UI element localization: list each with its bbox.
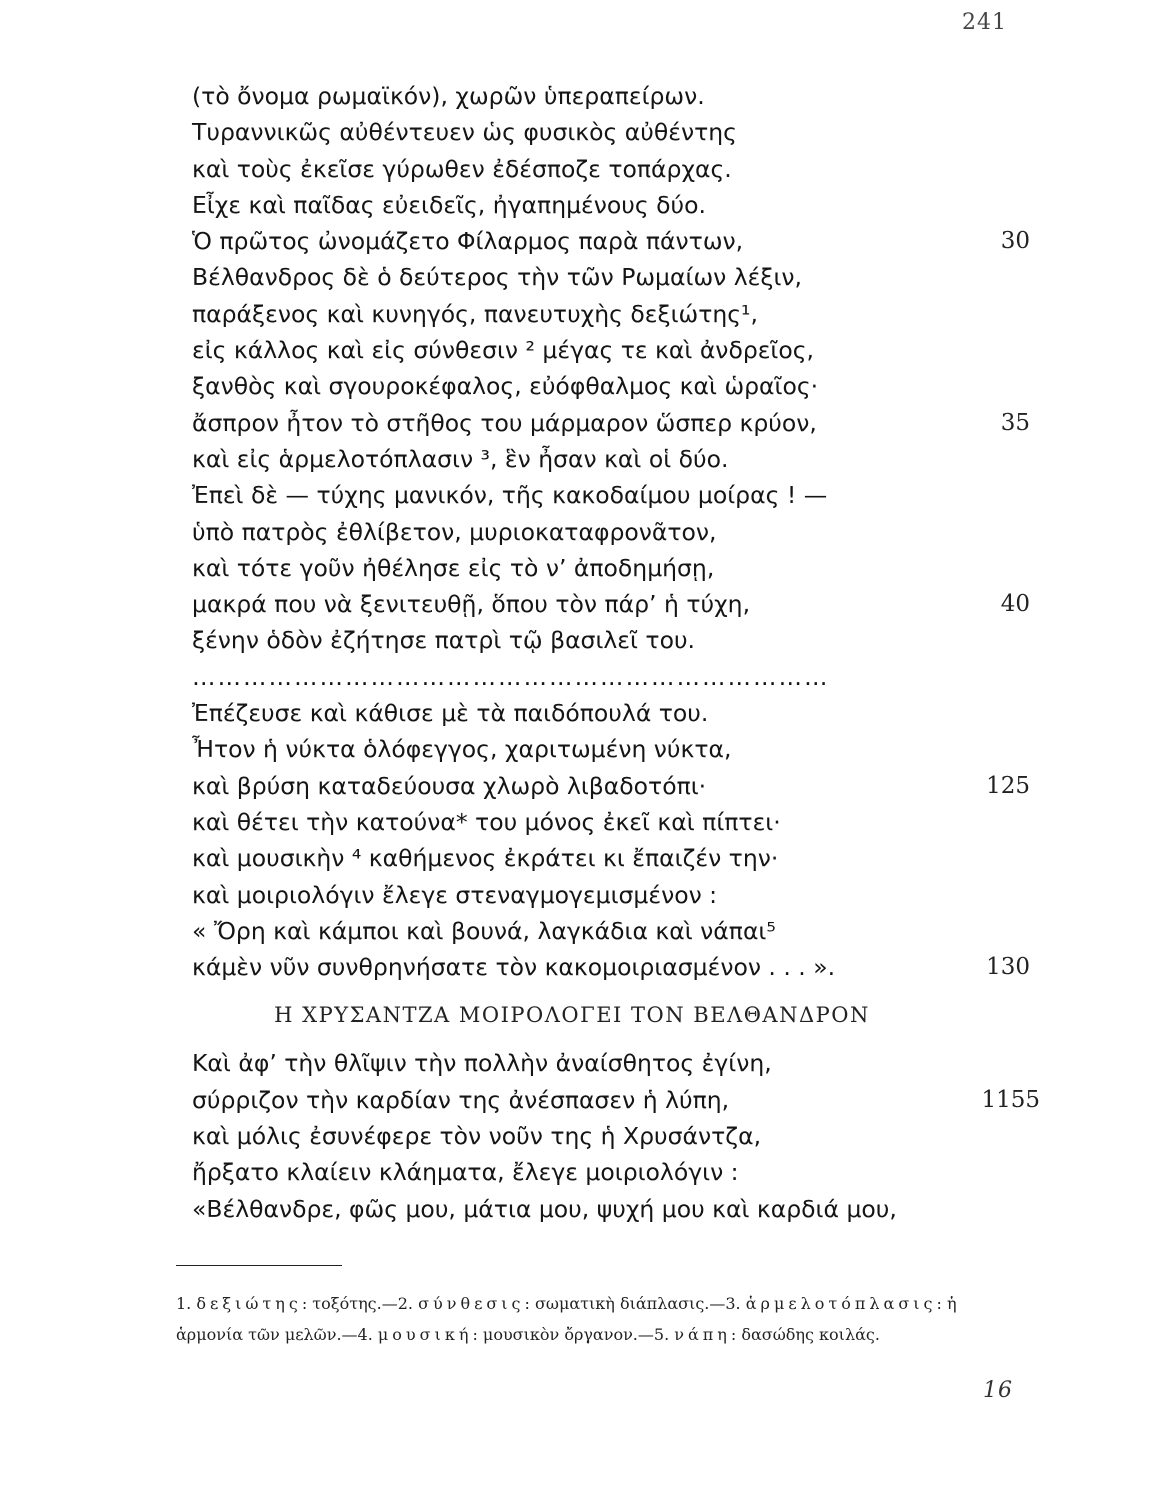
verse-text: ξανθὸς καὶ σγουροκέφαλος, εὐόφθαλμος καὶ ὡραῖος·	[192, 372, 819, 401]
verse-text: « Ὄρη καὶ κάμποι καὶ βουνά, λαγκάδια καὶ νάπαι⁵	[192, 916, 776, 945]
verse-text: Ἐπέζευσε καὶ κάθισε μὲ τὰ παιδόπουλά του.	[192, 699, 709, 728]
poem-line	[192, 78, 1012, 114]
verse-text: ξένην ὁδὸν ἐζήτησε πατρὶ τῷ βασιλεῖ του.	[192, 626, 696, 655]
poem-line	[192, 550, 1012, 586]
verse-text: Ἐπεὶ δὲ — τύχης μανικόν, τῆς κακοδαίμου μοίρας ! —	[192, 481, 828, 510]
poem-line	[192, 332, 1012, 368]
verse-text: ἤρξατο κλαίειν κλάηματα, ἔλεγε μοιριολόγιν :	[192, 1158, 739, 1187]
verse-text: καὶ μόλις ἐσυνέφερε τὸν νοῦν της ἡ Χρυσάντζα,	[192, 1122, 762, 1151]
verse-text: μακρά που νὰ ξενιτευθῇ, ὅπου τὸν πάρ’ ἡ τύχη,	[192, 590, 751, 619]
poem-line	[192, 514, 1012, 550]
poem-line	[192, 368, 1012, 404]
footnote-rule	[176, 1265, 342, 1266]
poem-line	[192, 441, 1012, 477]
verse-text: Εἶχε καὶ παῖδας εὐειδεῖς, ἠγαπημένους δύο.	[192, 190, 706, 219]
verse-text: εἰς κάλλος καὶ εἰς σύνθεσιν ² μέγας τε καὶ ἀνδρεῖος,	[192, 336, 815, 365]
ellipsis-row: …………………………………………………………………	[192, 662, 830, 691]
verse-text: καὶ τότε γοῦν ἠθέλησε εἰς τὸ ν’ ἀποδημήσῃ,	[192, 553, 715, 582]
poem-line	[192, 1082, 1040, 1118]
poem-line	[192, 1118, 1012, 1154]
footnote-1: 1. δεξιώτης: τοξότης.—	[176, 1294, 398, 1313]
verse-text: καὶ βρύση καταδεύουσα χλωρὸ λιβαδοτόπι·	[192, 771, 707, 800]
poem-stanza-1	[192, 78, 1030, 659]
verse-text: καὶ μοιριολόγιν ἔλεγε στεναγμογεμισμένον :	[192, 880, 718, 909]
poem-line	[192, 586, 1030, 622]
poem-line	[192, 223, 1030, 259]
verse-text: καὶ τοὺς ἐκεῖσε γύρωθεν ἐδέσποζε τοπάρχας.	[192, 154, 732, 183]
line-number: 1155	[981, 1086, 1040, 1113]
poem-line	[192, 913, 1012, 949]
poem-line	[192, 695, 1012, 731]
line-number: 35	[1000, 409, 1030, 436]
poem-line	[192, 768, 1030, 804]
poem-line	[192, 296, 1012, 332]
poem-stanza-2	[192, 695, 1030, 985]
verse-text: κάμὲν νῦν συνθρηνήσατε τὸν κακομοιριασμένον . . . ».	[192, 953, 836, 982]
poem-line	[192, 622, 1012, 658]
poem-line	[192, 114, 1012, 150]
footnote-2: 2. σύνθεσις: σωματικὴ διάπλασις.—	[397, 1294, 726, 1313]
line-number: 130	[986, 954, 1030, 981]
verse-text: (τὸ ὄνομα ρωμαϊκόν), χωρῶν ὑπεραπείρων.	[192, 82, 705, 110]
verse-text: Τυραννικῶς αὐθέντευεν ὡς φυσικὸς αὐθέντης	[192, 118, 737, 147]
verse-text: ὑπὸ πατρὸς ἐθλίβετον, μυριοκαταφρονᾶτον,	[192, 517, 717, 546]
poem-line	[192, 804, 1012, 840]
footnotes	[176, 1288, 1016, 1350]
verse-text: καὶ εἰς ἁρμελοτόπλασιν ³, ἓν ἦσαν καὶ οἱ δύο.	[192, 444, 729, 473]
footnote-5: 5. νάπη: δασώδης κοιλάς.	[653, 1325, 880, 1344]
footnote-3: 3. ἁρμελοτόπλασις: ἡ ἁρμονία τῶν μελῶν.—	[176, 1294, 957, 1344]
verse-text: σύρριζον τὴν καρδίαν της ἀνέσπασεν ἡ λύπη,	[192, 1085, 730, 1114]
poem-line	[192, 187, 1012, 223]
poem-line	[192, 405, 1030, 441]
verse-text: παράξενος καὶ κυνηγός, πανευτυχὴς δεξιώτης¹,	[192, 299, 758, 328]
poem-line	[192, 877, 1012, 913]
poem-stanza-3	[192, 1045, 1040, 1226]
poem-line	[192, 1045, 1012, 1081]
footnote-4: 4. μουσική: μουσικὸν ὄργανον.—	[357, 1325, 654, 1344]
verse-text: Ἦτον ἡ νύκτα ὁλόφεγγος, χαριτωμένη νύκτα,	[192, 735, 732, 764]
poem-line	[192, 1154, 1012, 1190]
verse-text: Ὁ πρῶτος ὠνομάζετο Φίλαρμος παρὰ πάντων,	[192, 227, 744, 256]
poem-line	[192, 731, 1012, 767]
poem-line	[192, 1191, 1012, 1227]
verse-text: «Βέλθανδρε, φῶς μου, μάτια μου, ψυχή μου καὶ καρδιά μου,	[192, 1194, 897, 1223]
poem-text	[192, 78, 1040, 1227]
verse-text: καὶ μουσικὴν ⁴ καθήμενος ἐκράτει κι ἔπαιζέν την·	[192, 844, 779, 873]
verse-text: Βέλθανδρος δὲ ὁ δεύτερος τὴν τῶν Ρωμαίων λέξιν,	[192, 263, 802, 292]
poem-line	[192, 840, 1012, 876]
line-number: 40	[1000, 591, 1030, 618]
verse-text: καὶ θέτει τὴν κατούνα* του μόνος ἐκεῖ καὶ πίπτει·	[192, 807, 781, 836]
line-number: 125	[986, 772, 1030, 799]
poem-line	[192, 477, 1012, 513]
verse-text: Καὶ ἀφ’ τὴν θλῖψιν τὴν πολλὴν ἀναίσθητος ἐγίνη,	[192, 1049, 772, 1078]
poem-line	[192, 949, 1030, 985]
verse-text: ἄσπρον ἦτον τὸ στῆθος του μάρμαρον ὥσπερ κρύον,	[192, 408, 817, 437]
poem-line	[192, 259, 1012, 295]
signature-number: 16	[983, 1378, 1013, 1403]
section-title: Η ΧΡΥΣΑΝΤΖΑ ΜΟΙΡΟΛΟΓΕΙ ΤΟΝ ΒΕΛΘΑΝΔΡΟΝ	[274, 1003, 870, 1028]
page-number: 241	[962, 10, 1007, 35]
poem-line	[192, 151, 1012, 187]
line-number: 30	[1000, 228, 1030, 255]
